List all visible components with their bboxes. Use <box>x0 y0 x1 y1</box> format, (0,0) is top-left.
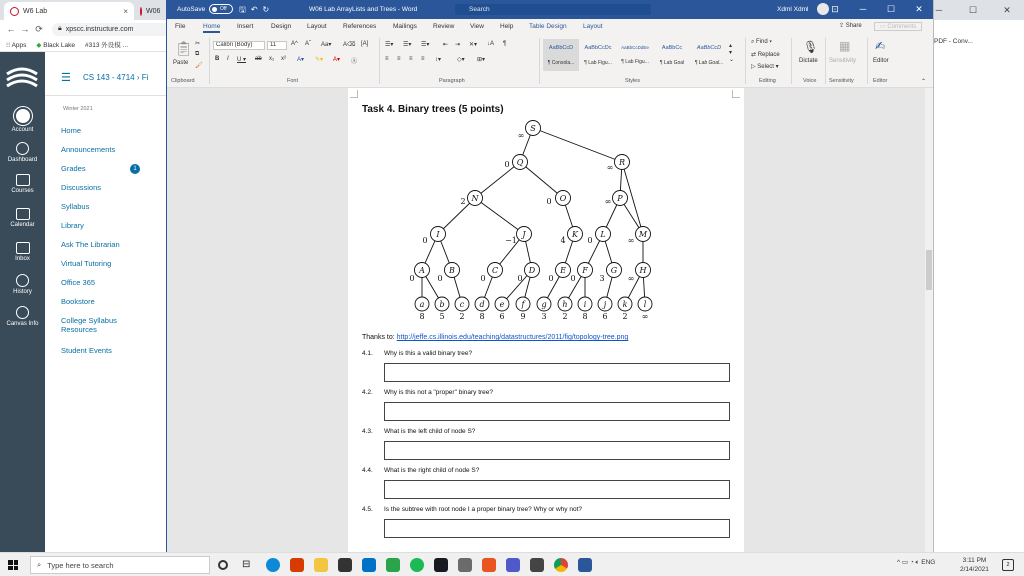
start-windows-icon[interactable] <box>8 560 18 570</box>
taskbar-search[interactable]: ⌕ Type here to search <box>30 556 210 574</box>
close-tab-icon[interactable]: × <box>123 6 128 16</box>
nav-account[interactable]: Account <box>0 107 45 133</box>
tree-edge <box>475 198 524 234</box>
tray-chevron-icon[interactable]: ^ <box>897 559 902 566</box>
ribbon-tabs <box>167 19 933 34</box>
user-name[interactable]: Xdml Xdml <box>777 6 809 13</box>
bookmark-favicon-icon: ◆ <box>36 41 44 49</box>
save-icon[interactable]: 🖫︎ <box>239 5 251 14</box>
group-voice-label: Voice <box>803 78 817 84</box>
tree-node-weight: 3 <box>599 274 605 283</box>
tree-node-id: J <box>522 230 526 239</box>
tree-node-id: c <box>459 300 465 309</box>
tree-node-weight: 0 <box>409 274 415 283</box>
windows-taskbar <box>0 552 1024 576</box>
course-nav-grades[interactable]: Grades <box>61 164 86 173</box>
course-term: Winter 2021 <box>63 106 93 112</box>
help-icon <box>16 306 29 319</box>
numbering-icon[interactable]: ☰▾ <box>403 42 412 48</box>
calendar-icon <box>16 208 30 220</box>
word-search-box[interactable]: Search <box>455 4 651 15</box>
office-icon[interactable] <box>290 558 304 572</box>
question-number: 4.1. <box>362 350 373 357</box>
tab-review[interactable]: Review <box>433 23 455 30</box>
character-border-icon[interactable]: [A] <box>361 41 369 47</box>
question-number: 4.3. <box>362 428 373 435</box>
tree-leaf-value: 2 <box>622 312 628 321</box>
course-nav-virtual-tutoring[interactable]: Virtual Tutoring <box>61 259 112 268</box>
share-button[interactable]: ⇪ Share <box>839 23 862 29</box>
steam-icon[interactable] <box>434 558 448 572</box>
mail-icon[interactable] <box>362 558 376 572</box>
increase-indent-icon[interactable]: ⇥ <box>455 42 461 48</box>
subscript-icon[interactable]: x₂ <box>269 56 275 62</box>
nav-calendar[interactable]: Calendar <box>0 208 45 228</box>
font-size-select[interactable]: 11 <box>267 41 287 50</box>
group-sensitivity-label: Sensitivity <box>829 78 854 84</box>
canvas-course-nav <box>45 96 166 552</box>
tree-leaf-value: ∞ <box>641 312 649 321</box>
tree-node-weight: 4 <box>560 236 566 245</box>
group-separator <box>867 38 868 84</box>
bookmark-third[interactable]: #313 外设模 ... <box>85 42 129 49</box>
tree-node-weight: ∞ <box>627 274 635 283</box>
nav-canvas-info[interactable]: Canvas Info <box>0 306 45 327</box>
course-nav-syllabus[interactable]: Syllabus <box>61 202 90 211</box>
dictate-button[interactable]: Dictate <box>799 58 818 64</box>
tree-node-id: d <box>479 300 485 309</box>
answer-box-4-1[interactable] <box>384 363 730 382</box>
canvas-logo-icon[interactable] <box>5 62 39 90</box>
document-page[interactable] <box>348 88 744 556</box>
tree-node-id: h <box>562 300 568 309</box>
replace-icon: ⇄ <box>751 52 758 58</box>
course-nav-discussions[interactable]: Discussions <box>61 183 102 192</box>
line-spacing-icon[interactable]: ↕▾ <box>435 57 442 63</box>
tree-node-id: N <box>471 194 479 203</box>
tree-node-weight: ∞ <box>627 236 635 245</box>
breadcrumb-course[interactable]: CS 143 - 4714 <box>83 73 135 82</box>
address-bar-url: xpscc.instructure.com <box>65 25 134 33</box>
tree-node-weight: ∞ <box>604 197 612 206</box>
app-icon[interactable] <box>482 558 496 572</box>
tree-node-id: i <box>583 300 587 309</box>
change-case-icon[interactable]: Aa▾ <box>321 42 332 48</box>
search-icon: ⌕ <box>37 560 42 569</box>
tree-node-weight: 0 <box>548 274 554 283</box>
tree-node-id: a <box>419 300 425 309</box>
shrink-font-icon[interactable]: Aˇ <box>305 41 311 47</box>
question-number: 4.4. <box>362 467 373 474</box>
tree-node-id: e <box>499 300 505 309</box>
redo-icon[interactable]: ↻ <box>262 5 275 14</box>
strikethrough-icon[interactable]: ab <box>255 56 262 62</box>
tree-node-id: j <box>603 300 607 309</box>
tree-node-id: D <box>528 266 536 275</box>
undo-icon[interactable]: ↶ <box>250 5 263 14</box>
nav-history[interactable]: History <box>0 274 45 295</box>
background-window <box>934 20 1024 556</box>
word-window <box>166 0 934 556</box>
taskbar-clock[interactable]: 3:11 PM 2/14/2021 <box>960 557 989 573</box>
tab-table-layout[interactable]: Layout <box>583 23 603 30</box>
align-center-icon[interactable]: ≡ <box>397 56 401 62</box>
tree-leaf-value: 3 <box>541 312 547 321</box>
tree-node-id: F <box>582 266 588 275</box>
tree-node-weight: −1 <box>505 236 517 245</box>
tree-node-id: I <box>436 230 440 239</box>
bookmark-apps[interactable]: ⁝⁝ Apps <box>6 41 27 49</box>
superscript-icon[interactable]: x² <box>281 56 286 62</box>
paste-button[interactable]: Paste <box>173 60 189 66</box>
font-color-icon[interactable]: A▾ <box>333 57 341 63</box>
tree-node-weight: 0 <box>546 197 552 206</box>
select-button[interactable]: ▷ Select ▾ <box>751 64 779 70</box>
find-icon: ⌕ <box>751 39 757 45</box>
nav-courses[interactable]: Courses <box>0 174 45 194</box>
tree-node-id: R <box>618 158 626 167</box>
group-separator <box>539 38 540 84</box>
tree-node-id: S <box>530 124 536 133</box>
app-icon[interactable] <box>458 558 472 572</box>
sensitivity-button[interactable]: Sensitivity <box>829 58 857 64</box>
file-explorer-icon[interactable] <box>314 558 328 572</box>
language-indicator[interactable]: ENG <box>921 559 936 566</box>
comments-button[interactable]: ▭ Comments <box>874 22 922 31</box>
question-text: Why is this not a "proper" binary tree? <box>384 389 494 396</box>
app-icon[interactable] <box>530 558 544 572</box>
tree-leaf-value: 2 <box>562 312 568 321</box>
tree-node-id: k <box>622 300 628 309</box>
question-text: What is the right child of node S? <box>384 467 480 474</box>
tree-node-id: b <box>439 300 445 309</box>
course-nav-student-events[interactable]: Student Events <box>61 346 112 355</box>
group-separator <box>209 38 210 84</box>
group-separator <box>745 38 746 84</box>
group-paragraph-label: Paragraph <box>439 78 465 84</box>
canvas-favicon-icon <box>10 7 19 16</box>
answer-box-4-4[interactable] <box>384 480 730 499</box>
document-scrollbar[interactable] <box>925 88 933 556</box>
figure-credit <box>362 334 628 341</box>
spotify-icon[interactable] <box>410 558 424 572</box>
store-icon[interactable] <box>338 558 352 572</box>
tree-leaf-value: 8 <box>479 312 485 321</box>
tree-node-weight: 0 <box>517 274 523 283</box>
task-view-icon[interactable]: ⊟ <box>242 559 251 570</box>
answer-box-4-5[interactable] <box>384 519 730 538</box>
forward-icon[interactable]: → <box>20 24 30 34</box>
question-number: 4.2. <box>362 389 373 396</box>
browser-tab-w6-lab[interactable] <box>4 2 134 20</box>
paste-clipboard-icon[interactable]: 📋︎ <box>175 40 193 56</box>
tab-insert[interactable]: Insert <box>237 23 254 30</box>
tree-node-id: M <box>638 230 648 239</box>
nav-dashboard[interactable]: Dashboard <box>0 142 45 163</box>
tab-mailings[interactable]: Mailings <box>393 23 417 30</box>
clear-formatting-icon[interactable]: A⌫ <box>343 42 356 48</box>
tree-node-weight: 0 <box>587 236 593 245</box>
tree-node-id: C <box>491 266 499 275</box>
tree-node-id: f <box>521 300 525 309</box>
margin-marker <box>732 90 740 98</box>
decrease-indent-icon[interactable]: ⇤ <box>443 42 449 48</box>
system-tray[interactable] <box>897 558 935 567</box>
notifications-icon[interactable]: 2 <box>1002 559 1014 571</box>
ribbon-home <box>167 34 933 88</box>
browser-tab-title: W06 <box>146 7 161 15</box>
credit-link[interactable]: http://jeffe.cs.illinois.edu/teaching/datastructures/2011/fig/topology-tree.png <box>396 334 629 341</box>
close-icon[interactable]: ✕ <box>915 4 923 14</box>
tree-node-id: H <box>639 266 647 275</box>
group-styles-label: Styles <box>625 78 640 84</box>
nav-inbox[interactable]: Inbox <box>0 242 45 262</box>
align-right-icon[interactable]: ≡ <box>409 56 413 62</box>
course-nav-library[interactable]: Library <box>61 221 84 230</box>
editor-button[interactable]: Editor <box>873 58 889 64</box>
breadcrumb-next[interactable]: › Fi <box>136 73 149 82</box>
collapse-ribbon-icon[interactable]: ⌃ <box>921 79 927 85</box>
tree-node-weight: ∞ <box>517 131 525 140</box>
close-icon[interactable]: ✕ <box>1003 5 1011 15</box>
battery-icon[interactable]: ▭ <box>901 559 910 566</box>
style-lab-goal-2[interactable]: AaBbCcD ¶ Lab Goal... <box>694 45 724 66</box>
apps-grid-icon: ⁝⁝ <box>6 41 12 49</box>
align-left-icon[interactable]: ≡ <box>385 56 389 62</box>
course-nav-ask-librarian[interactable]: Ask The Librarian <box>61 240 120 249</box>
document-area <box>167 88 933 556</box>
tree-node-weight: 0 <box>422 236 428 245</box>
tab-layout[interactable]: Layout <box>307 23 327 30</box>
shading-icon[interactable]: Ⓐ <box>351 59 358 65</box>
replace-button[interactable]: ⇄ Replace <box>751 52 780 58</box>
xbox-icon[interactable] <box>386 558 400 572</box>
margin-marker <box>350 90 358 98</box>
pilcrow-icon[interactable]: ¶ <box>503 41 507 47</box>
group-font-label: Font <box>287 78 299 84</box>
document-title: W06 Lab ArrayLists and Trees - Word <box>309 6 418 13</box>
tree-node-id: P <box>617 194 623 203</box>
tree-edge <box>475 162 520 198</box>
word-title-bar <box>167 0 933 19</box>
justify-icon[interactable]: ≡ <box>421 56 425 62</box>
tree-node-weight: 2 <box>460 197 466 206</box>
text-effects-icon[interactable]: A▾ <box>297 57 305 63</box>
highlight-icon[interactable]: ✎▾ <box>315 57 324 63</box>
breadcrumb[interactable] <box>83 73 148 82</box>
comment-icon: ▭ <box>880 24 888 30</box>
style-lab-figure-1[interactable]: AaBbCcDc ¶ Lab Figu... <box>584 45 612 66</box>
bold-icon[interactable]: B <box>215 56 220 62</box>
autosave-toggle[interactable]: Off <box>209 4 233 14</box>
tree-leaf-value: 8 <box>419 312 425 321</box>
style-lab-figure-2[interactable]: AaBbCcDdEe ¶ Lab Figu... <box>621 45 649 65</box>
task-heading: Task 4. Binary trees (5 points) <box>362 104 504 115</box>
tree-node-id: E <box>560 266 566 275</box>
borders-icon[interactable]: ⊞▾ <box>477 57 486 63</box>
tree-node-id: O <box>559 194 567 203</box>
tree-node-weight: 0 <box>504 160 510 169</box>
tree-edge <box>520 162 563 198</box>
group-separator <box>825 38 826 84</box>
tab-references[interactable]: References <box>343 23 377 30</box>
question-number: 4.5. <box>362 506 373 513</box>
tab-file[interactable]: File <box>175 23 186 30</box>
edge-icon[interactable] <box>266 558 280 572</box>
reload-icon[interactable]: ⟳ <box>35 23 43 34</box>
course-nav-bookstore[interactable]: Bookstore <box>61 297 95 306</box>
tree-node-id: G <box>610 266 618 275</box>
group-editor-label: Editor <box>873 78 888 84</box>
answer-box-4-2[interactable] <box>384 402 730 421</box>
course-nav-office-365[interactable]: Office 365 <box>61 278 96 287</box>
tree-leaf-value: 8 <box>582 312 588 321</box>
canvas-global-nav <box>0 52 45 552</box>
background-window-title[interactable]: PDF - Conv... <box>934 38 973 45</box>
sort-icon[interactable]: ↓A <box>487 41 495 47</box>
browser-tab-w06[interactable] <box>134 2 166 20</box>
italic-icon[interactable]: I <box>227 56 229 62</box>
course-nav-home[interactable]: Home <box>61 126 82 135</box>
tab-table-design[interactable]: Table Design <box>529 23 567 30</box>
tab-view[interactable]: View <box>470 23 484 30</box>
editor-pen-icon[interactable]: ✍︎ <box>875 39 886 53</box>
tree-leaf-value: 6 <box>602 312 608 321</box>
style-lab-goal[interactable]: AaBbCc ¶ Lab Goal <box>659 45 685 66</box>
format-painter-icon[interactable]: 🖌︎ <box>195 63 203 69</box>
tree-node-weight: ∞ <box>606 163 614 172</box>
tree-leaf-value: 9 <box>520 312 526 321</box>
font-name-select[interactable]: Calibri (Body) <box>213 41 265 50</box>
chrome-icon[interactable] <box>554 558 568 572</box>
copy-icon[interactable]: ⧉ <box>195 51 200 57</box>
tree-node-id: Q <box>516 158 524 167</box>
question-text: Is the subtree with root node I a proper binary tree? Why or why not? <box>384 506 582 513</box>
account-avatar-icon <box>14 107 32 125</box>
select-arrow-icon: ▷ <box>751 64 758 70</box>
teams-icon[interactable] <box>506 558 520 572</box>
canvas-favicon-icon <box>140 7 142 16</box>
grow-font-icon[interactable]: A^ <box>291 41 298 47</box>
tree-node-weight: 0 <box>437 274 443 283</box>
grades-badge: 1 <box>130 164 140 174</box>
group-editing-label: Editing <box>759 78 776 84</box>
group-separator <box>379 38 380 84</box>
tree-node-id: B <box>449 266 455 275</box>
word-window-controls <box>821 0 933 19</box>
tree-node-id: A <box>419 266 425 275</box>
history-clock-icon <box>16 274 29 287</box>
tree-node-weight: 0 <box>570 274 576 283</box>
tab-help[interactable]: Help <box>500 23 514 30</box>
paragraph-shading-icon[interactable]: ◇▾ <box>457 57 465 63</box>
find-button[interactable]: ⌕ Find ▾ <box>751 39 772 45</box>
tree-leaf-value: 5 <box>439 312 445 321</box>
minimize-icon[interactable]: ─ <box>935 5 943 15</box>
tree-node-id: K <box>572 230 578 239</box>
group-clipboard-label: Clipboard <box>171 78 195 84</box>
courses-book-icon <box>16 174 30 186</box>
tab-design[interactable]: Design <box>271 23 292 30</box>
tree-node-id: L <box>600 230 606 239</box>
hamburger-menu-icon[interactable]: ☰ <box>61 72 71 84</box>
group-separator <box>791 38 792 84</box>
tree-node-weight: 0 <box>480 274 486 283</box>
ribbon-display-icon[interactable]: ⊡ <box>831 4 839 14</box>
bookmark-black-lake[interactable]: ◆ Black Lake <box>36 41 76 49</box>
multilevel-list-icon[interactable]: ☰▾ <box>421 42 430 48</box>
tree-node-id: g <box>541 300 547 309</box>
canvas-course-header <box>45 52 166 96</box>
browser-tab-title: W6 Lab <box>23 7 48 15</box>
credit-prefix: Thanks to: <box>362 334 397 341</box>
restore-icon[interactable]: ☐ <box>886 4 896 14</box>
canvas-page-scrollbar[interactable] <box>926 250 932 290</box>
wifi-icon[interactable]: ◔ <box>909 559 916 566</box>
lock-icon: 🔒︎ <box>58 25 62 32</box>
bullets-icon[interactable]: ☰▾ <box>385 42 394 48</box>
cortana-icon[interactable] <box>218 560 228 570</box>
binary-tree-figure <box>348 118 744 330</box>
question-text: What is the left child of node S? <box>384 428 476 435</box>
tab-home[interactable]: Home <box>203 23 220 33</box>
tree-node-id: l <box>643 300 647 309</box>
question-text: Why is this a valid binary tree? <box>384 350 473 357</box>
course-nav-syllabus-resources[interactable]: College Syllabus Resources <box>61 316 117 334</box>
autosave-label: AutoSave <box>177 6 206 13</box>
tree-leaf-value: 2 <box>459 312 465 321</box>
style-consolas[interactable]: AaBbCcD ¶ Consola... <box>543 39 579 71</box>
maximize-icon[interactable]: ☐ <box>968 5 978 15</box>
cut-icon[interactable]: ✂ <box>195 41 201 47</box>
underline-icon[interactable]: U ▾ <box>237 57 247 63</box>
minimize-icon[interactable]: ─ <box>859 4 867 14</box>
sensitivity-icon[interactable]: ▦ <box>839 39 851 53</box>
back-icon[interactable]: ← <box>6 24 16 34</box>
asian-layout-icon[interactable]: ✕▾ <box>469 42 478 48</box>
course-nav-announcements[interactable]: Announcements <box>61 145 116 154</box>
inbox-icon <box>16 242 30 254</box>
tree-edge <box>533 128 622 162</box>
word-icon[interactable] <box>578 558 592 572</box>
volume-icon[interactable]: 🔈︎ <box>915 559 922 566</box>
quick-access-toolbar <box>239 4 274 18</box>
answer-box-4-3[interactable] <box>384 441 730 460</box>
dashboard-icon <box>16 142 29 155</box>
styles-scroll-icon[interactable]: ▴ ▾ ⌄ <box>729 43 735 63</box>
browser-window-controls <box>922 0 1024 20</box>
microphone-icon[interactable]: 🎙︎ <box>803 40 819 54</box>
share-icon: ⇪ <box>839 23 846 29</box>
tree-leaf-value: 6 <box>499 312 505 321</box>
